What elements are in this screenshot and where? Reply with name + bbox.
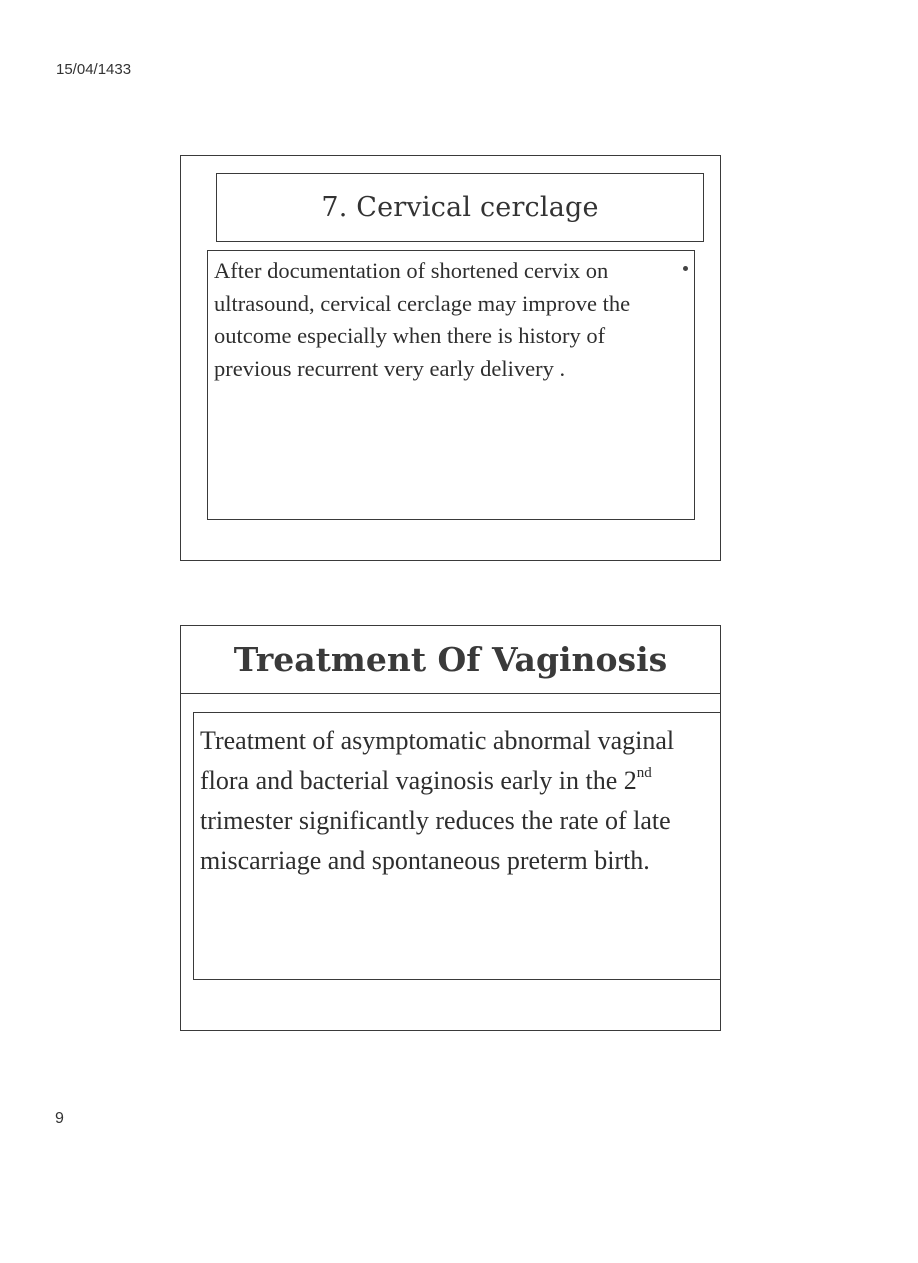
slide-title: 7. Cervical cerclage	[216, 173, 704, 242]
page-number: 9	[55, 1110, 64, 1127]
bullet-icon	[683, 266, 688, 271]
page-date: 15/04/1433	[56, 61, 132, 78]
slide-treatment-of-vaginosis	[180, 625, 721, 1031]
slide-body-text	[200, 721, 705, 881]
superscript-ordinal: nd	[636, 765, 652, 781]
slide-body-text: After documentation of shortened cervix on ultrasound, cervical cerclage may improve the outcome especially when there is history of previous recurrent very early delivery .	[214, 258, 631, 381]
slide-body-box	[207, 250, 695, 520]
slide-body-text-part2: trimester significantly reduces the rate of late miscarriage and spontaneous preterm birth.	[200, 806, 671, 875]
slide-body-text-part1: Treatment of asymptomatic abnormal vaginal flora and bacterial vaginosis early in the 2	[200, 726, 675, 795]
slide-body-box	[193, 712, 721, 980]
slide-cervical-cerclage	[180, 155, 721, 561]
slide-title: Treatment Of Vaginosis	[181, 626, 720, 694]
